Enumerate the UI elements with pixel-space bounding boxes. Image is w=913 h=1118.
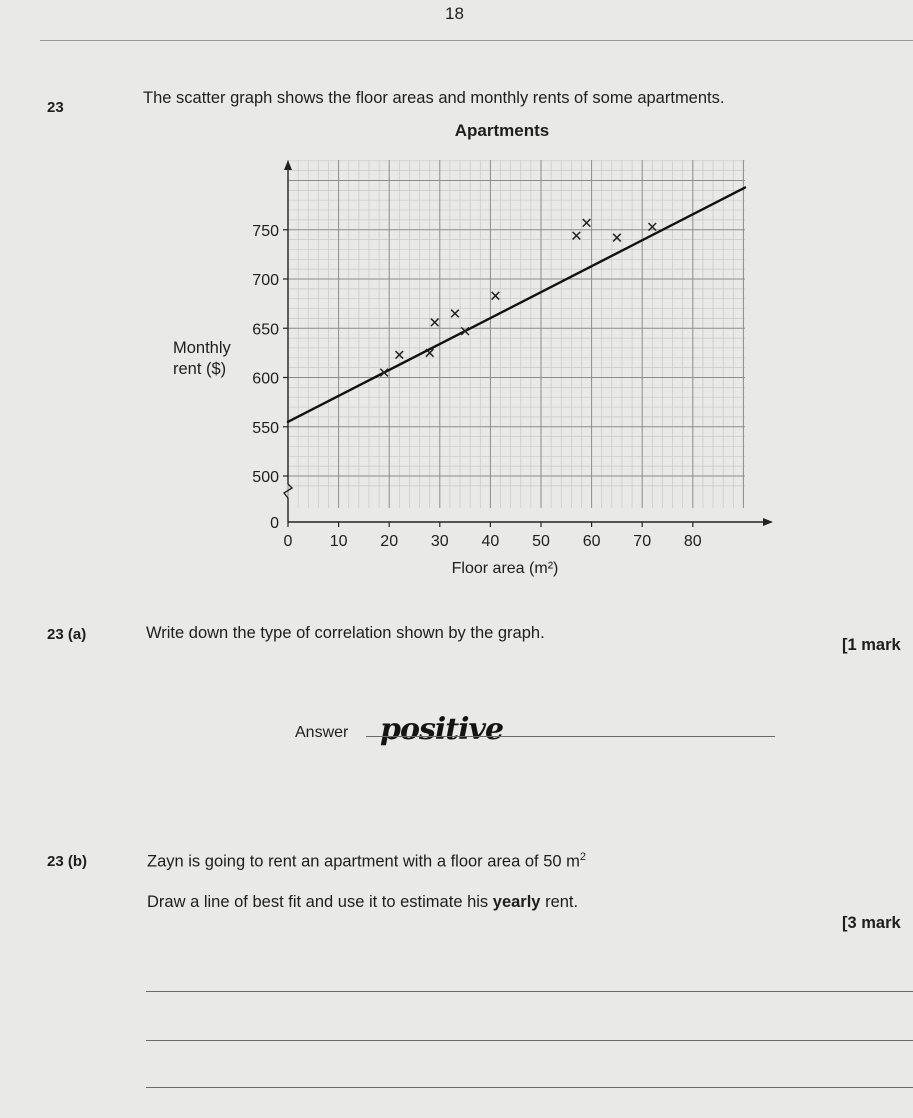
y-tick-label: 600 <box>252 370 279 388</box>
y-tick-label: 500 <box>252 469 279 486</box>
part-a-marks: [1 mark <box>842 636 901 654</box>
y-tick-label: 550 <box>252 419 279 437</box>
y-axis-label-line1: Monthly <box>173 339 231 357</box>
y-tick-label: 650 <box>252 321 279 339</box>
answer-line[interactable] <box>366 736 775 737</box>
answer-value: positive <box>380 712 504 747</box>
y-tick-label: 750 <box>252 222 279 240</box>
part-b-marks: [3 mark <box>842 914 901 932</box>
question-number: 23 <box>47 99 64 116</box>
x-tick-label: 70 <box>633 533 652 550</box>
x-tick-label: 20 <box>380 533 399 550</box>
page-number: 18 <box>445 4 464 23</box>
part-a-label: 23 (a) <box>47 626 87 643</box>
instruction-prefix: Draw a line of best fit and use it to estimate his <box>147 893 493 911</box>
x-axis-label-text: Floor area <box>451 560 525 577</box>
data-point <box>573 232 581 240</box>
grid-major <box>288 160 745 508</box>
x-tick-label: 40 <box>481 533 500 550</box>
ticks <box>252 223 702 550</box>
part-b-text-main: Zayn is going to rent an apartment with a floor area of 50 m <box>147 852 580 871</box>
x-tick-label: 80 <box>683 533 702 550</box>
y-axis-label-line2: rent ($) <box>173 360 227 378</box>
part-a-text: Write down the type of correlation shown by the graph. <box>146 624 545 642</box>
y-tick-label: 700 <box>252 272 279 289</box>
best-fit-line <box>288 188 745 422</box>
grid-minor <box>288 160 745 508</box>
instruction-bold: yearly <box>492 893 541 911</box>
y-axis-arrow <box>284 160 292 170</box>
chart-title: Apartments <box>454 121 550 140</box>
instruction-suffix: rent. <box>540 893 579 911</box>
best-fit-group <box>288 188 745 422</box>
part-b-text <box>147 851 586 872</box>
part-b-superscript: 2 <box>579 851 587 863</box>
x-tick-label: 30 <box>430 533 449 550</box>
part-b-label: 23 (b) <box>47 853 88 870</box>
working-line-3[interactable] <box>146 1087 913 1088</box>
x-tick-label: 60 <box>582 533 601 550</box>
working-line-2[interactable] <box>146 1040 913 1041</box>
x-axis-label <box>452 560 559 577</box>
x-axis-unit: (m²) <box>529 560 559 577</box>
data-point <box>613 234 621 242</box>
x-axis-arrow <box>763 518 773 526</box>
x-tick-label: 50 <box>532 533 550 550</box>
answer-label: Answer <box>295 724 349 741</box>
y-zero-label: 0 <box>270 515 279 532</box>
axes <box>284 160 773 526</box>
part-b-instruction <box>147 893 578 912</box>
working-line-1[interactable] <box>146 991 913 992</box>
x-tick-label: 0 <box>283 533 293 550</box>
question-intro: The scatter graph shows the floor areas and monthly rents of some apartments. <box>143 89 725 107</box>
data-point <box>451 310 459 318</box>
x-tick-label: 10 <box>329 533 348 550</box>
data-point <box>431 319 439 327</box>
